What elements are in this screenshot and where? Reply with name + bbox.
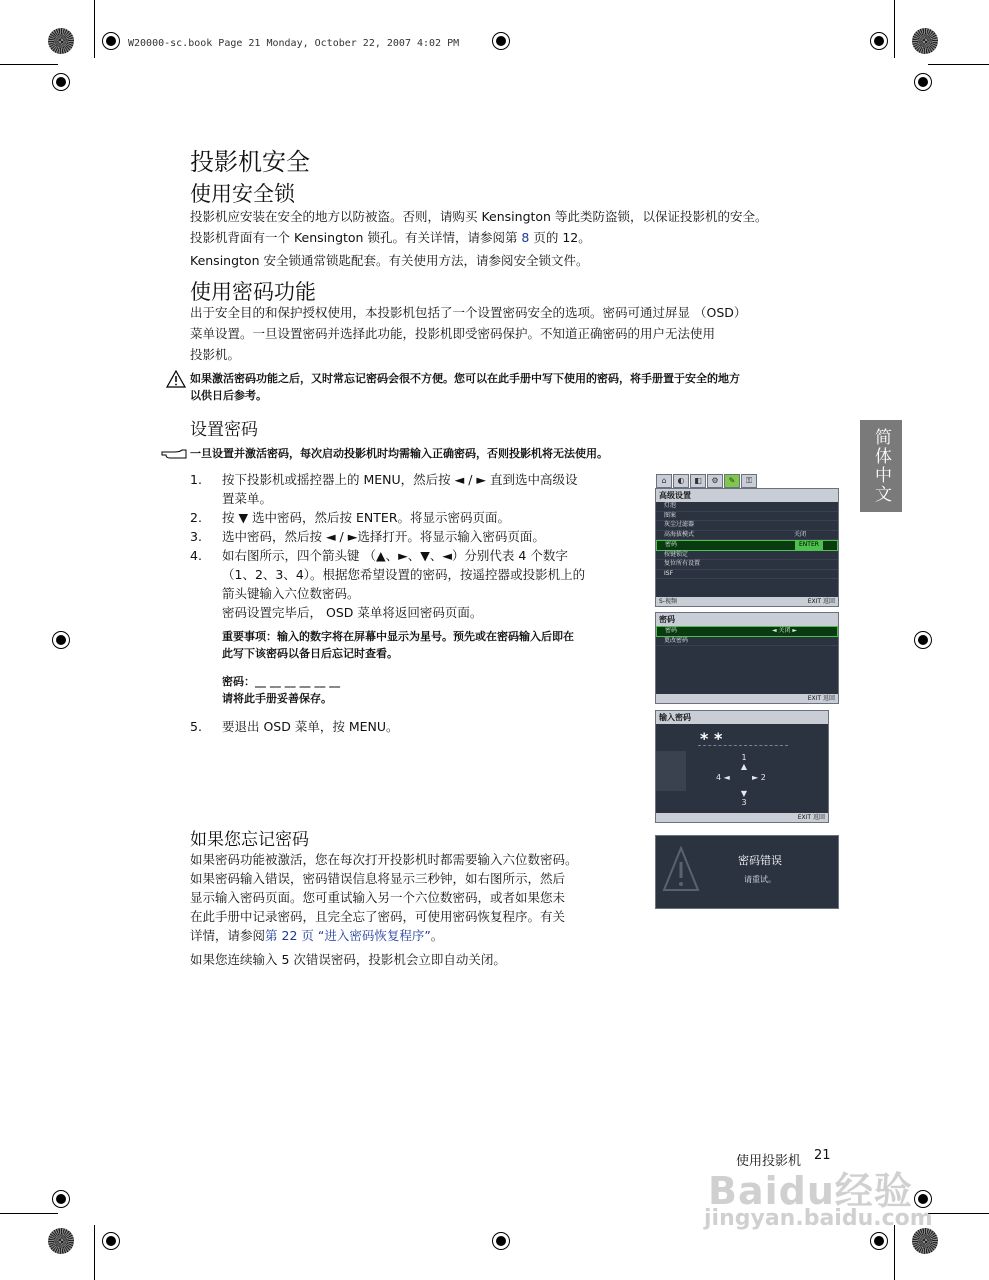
crop-mark <box>894 1225 895 1280</box>
section-heading-password: 使用密码功能 <box>190 280 316 304</box>
color-target <box>48 28 74 54</box>
registration-mark <box>492 1232 510 1250</box>
print-header: W20000-sc.book Page 21 Monday, October 22, 2007 4:02 PM <box>128 38 460 49</box>
password-record: 密码：__ __ __ __ __ __ 请将此手册妥善保存。 <box>222 675 341 705</box>
step-3: 3. 选中密码，然后按 ◄ / ►选择打开。将显示输入密码页面。 <box>190 529 545 544</box>
color-target <box>912 28 938 54</box>
page-title: 投影机安全 <box>190 148 310 176</box>
crop-mark <box>0 1213 58 1214</box>
watermark-logo: Baidu经验 <box>708 1169 913 1213</box>
osd-row-keylock[interactable]: 按键锁定 <box>656 551 838 561</box>
arrow-key-up[interactable]: 1 ▲ <box>740 753 748 771</box>
registration-mark <box>870 1232 888 1250</box>
osd-row-lamp[interactable]: 灯泡 <box>656 502 838 512</box>
step-4: 4. 如右图所示，四个箭头键 （▲、►、▼、◄）分别代表 4 个数字 （1、2、3、4）。根据您希望设置的密码，按遥控器或投影机上的 箭头键输入六位数密码。 密码设置完毕后， OSD 菜单将返回密码页面。 <box>190 548 586 620</box>
osd-password-menu <box>655 612 839 704</box>
crop-mark <box>894 0 895 58</box>
page-link[interactable]: 8 <box>521 230 530 245</box>
arrow-key-left[interactable]: 4 ◄ <box>716 773 730 782</box>
lock-graphic <box>656 751 686 791</box>
error-title: 密码错误 <box>738 854 782 867</box>
osd-password-title: 密码 <box>656 613 838 626</box>
crop-mark <box>928 64 989 65</box>
osd-tab-advanced-picture[interactable]: ◐ <box>673 474 689 488</box>
section-heading-forgot: 如果您忘记密码 <box>190 830 309 850</box>
osd-menu-title: 高级设置 <box>656 489 838 502</box>
osd-row-isf[interactable]: ISF <box>656 570 838 580</box>
registration-mark <box>52 73 70 91</box>
osd-row-altitude[interactable]: 高海拔模式 关闭 <box>656 531 838 541</box>
warning-icon <box>662 844 700 896</box>
password-slots <box>698 745 788 747</box>
page-number: 21 <box>814 1148 831 1163</box>
important-note: 重要事项：输入的数字将在屏幕中显示为星号。预先或在密码输入后即在 此写下该密码以备日后忘记时查看。 <box>222 630 574 660</box>
color-target <box>912 1228 938 1254</box>
forgot-paragraph-2: 如果您连续输入 5 次错误密码，投影机会立即自动关闭。 <box>190 952 506 967</box>
crop-mark <box>928 1213 989 1214</box>
crop-mark <box>0 64 58 65</box>
recovery-link[interactable]: 第 22 页 “进入密码恢复程序” <box>265 928 431 943</box>
warning-icon <box>166 370 186 388</box>
language-side-tab: 简体中文 <box>860 420 902 512</box>
arrow-key-right[interactable]: ► 2 <box>752 773 766 782</box>
warning-note: 如果激活密码功能之后，又时常忘记密码会很不方便。您可以在此手册中写下使用的密码，将手册置于安全的地方 以供日后参考。 <box>190 372 740 402</box>
section-heading-set-password: 设置密码 <box>190 420 258 440</box>
osd-tab-setup[interactable]: ⚙ <box>707 474 723 488</box>
osd-row-password-toggle[interactable]: 密码 ◄ 关闭 ► <box>656 626 838 637</box>
watermark-url: jingyan.baidu.com <box>704 1206 933 1231</box>
osd-tabs <box>656 474 757 488</box>
registration-mark <box>914 73 932 91</box>
arrow-key-down[interactable]: ▼ 3 <box>740 789 748 807</box>
registration-mark <box>52 1190 70 1208</box>
set-password-note: 一旦设置并激活密码，每次启动投影机时均需输入正确密码，否则投影机将无法使用。 <box>190 447 608 460</box>
section-heading-lock: 使用安全锁 <box>190 182 295 206</box>
osd-enter-password <box>655 710 829 823</box>
osd-footer: EXIT 返回 <box>656 813 828 822</box>
password-stars: * * <box>700 729 723 748</box>
osd-enter-title: 输入密码 <box>656 711 828 724</box>
registration-mark <box>102 32 120 50</box>
osd-tab-advanced[interactable]: ✎ <box>724 474 740 488</box>
osd-tab-display[interactable]: ◧ <box>690 474 706 488</box>
registration-mark <box>870 32 888 50</box>
step-5: 5. 要退出 OSD 菜单，按 MENU。 <box>190 719 399 734</box>
registration-mark <box>52 631 70 649</box>
steps-list <box>190 470 645 622</box>
osd-row-change-password[interactable]: 更改密码 <box>656 637 838 647</box>
color-target <box>48 1228 74 1254</box>
footer-label: 使用投影机 <box>736 1154 802 1169</box>
forgot-paragraph: 如果密码功能被激活，您在每次打开投影机时都需要输入六位数密码。 如果密码输入错误，密码错误信息将显示三秒钟，如右图所示，然后 显示输入密码页面。您可重试输入另一个六位数密码，或者如果您未 在此手册中记录密码，且完全忘了密码，可使用密码恢复程序。有关 详情，请参阅第 22 页 “进入密码恢复程序”。 <box>190 852 578 943</box>
step-2: 2. 按 ▼ 选中密码，然后按 ENTER。将显示密码页面。 <box>190 510 511 525</box>
osd-password-error <box>655 835 839 909</box>
osd-row-reset[interactable]: 复位所有设置 <box>656 560 838 570</box>
osd-row-filter[interactable]: 灰尘过滤器 <box>656 521 838 531</box>
lock-paragraph: 投影机应安装在安全的地方以防被盗。否则，请购买 Kensington 等此类防盗锁，以保证投影机的安全。 投影机背面有一个 Kensington 锁孔。有关详情，请参阅第 8 页的 12。 <box>190 209 768 245</box>
registration-mark <box>102 1232 120 1250</box>
registration-mark <box>914 631 932 649</box>
password-paragraph: 出于安全目的和保护授权使用，本投影机包括了一个设置密码安全的选项。密码可通过屏显 （OSD） 菜单设置。一旦设置密码并选择此功能，投影机即受密码保护。不知道正确密码的用户无法使用 投影机。 <box>190 305 747 362</box>
error-message: 请重试。 <box>744 875 776 884</box>
registration-mark <box>492 32 510 50</box>
osd-row-pattern[interactable]: 图案 <box>656 512 838 522</box>
crop-mark <box>94 0 95 58</box>
step-1: 1. 按下投影机或摇控器上的 MENU，然后按 ◄ / ► 直到选中高级设 置菜单。 <box>190 472 578 506</box>
lock-paragraph-2: Kensington 安全锁通常锁匙配套。有关使用方法，请参阅安全锁文件。 <box>190 253 589 268</box>
hand-note-icon <box>160 446 188 460</box>
crop-mark <box>94 1225 95 1280</box>
osd-footer: EXIT 返回 <box>656 694 838 703</box>
osd-advanced-menu <box>655 488 839 607</box>
osd-tab-picture[interactable]: ⌂ <box>656 474 672 488</box>
osd-tab-info[interactable]: ⚿ <box>741 474 757 488</box>
osd-row-password[interactable]: 密码 ENTER <box>656 540 838 551</box>
osd-footer: S-视频 EXIT 返回 <box>656 597 838 606</box>
